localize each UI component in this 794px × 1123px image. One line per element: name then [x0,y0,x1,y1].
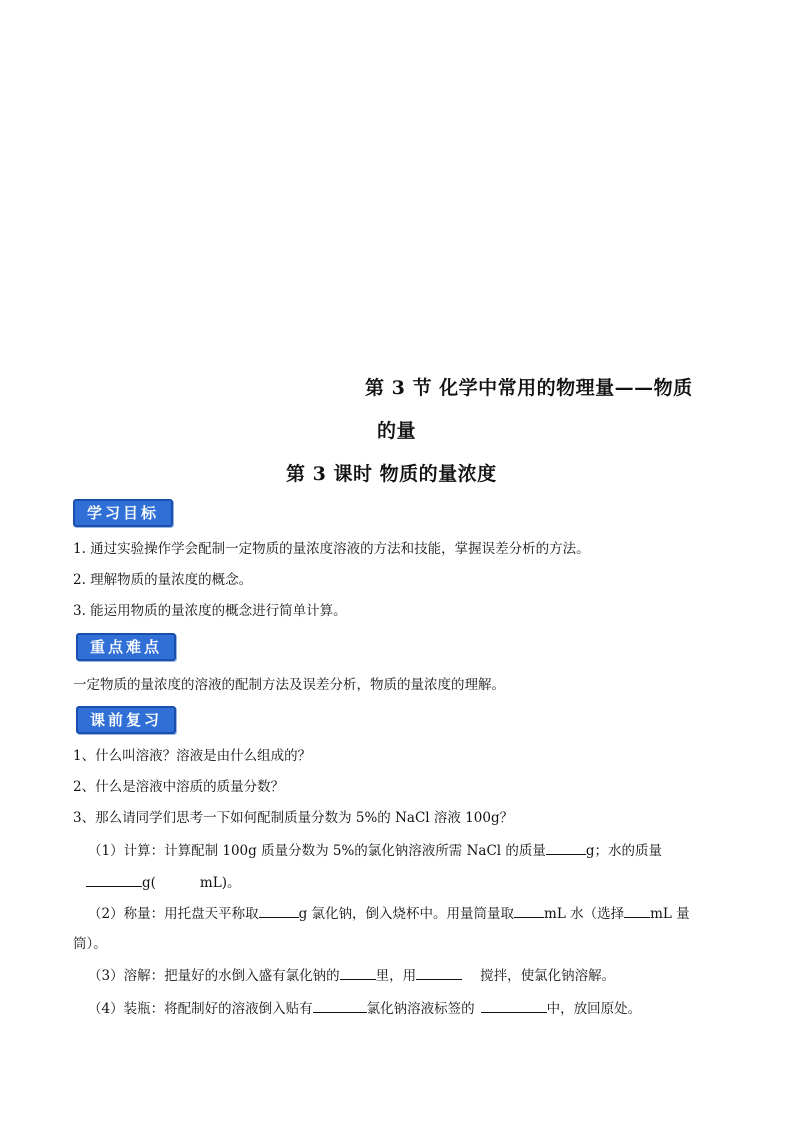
lesson-subtitle: 第 3 课时 物质的量浓度 [286,463,497,485]
review-step-2-line2: 筒）。 [73,936,107,952]
step2-text-c: mL 水（选择 [544,906,625,922]
lesson-title-line1: 第 3 节 化学中常用的物理量——物质 [365,377,693,399]
step4-text-a: （4）装瓶：将配制好的溶液倒入贴有 [88,1001,313,1017]
review-step-4 [88,999,641,1018]
step2-text-a: （2）称量：用托盘天平称取 [88,906,259,922]
step2-text-d: mL 量 [650,906,690,922]
review-step-3 [88,966,615,985]
step3-text-a: （3）溶解：把量好的水倒入盛有氯化钠的 [88,968,340,984]
blank-water-volume[interactable] [514,904,544,918]
keypoints-badge: 重点难点 [76,633,176,661]
review-question-3: 3、那么请同学们思考一下如何配制质量分数为 5%的 NaCl 溶液 100g？ [73,810,514,826]
step3-text-c: 搅拌，使氯化钠溶解。 [480,968,616,984]
step4-text-b: 氯化钠溶液标签的 [366,1001,475,1017]
objectives-badge: 学习目标 [73,499,173,527]
step1-text-a: （1）计算：计算配制 100g 质量分数为 5%的氯化钠溶液所需 NaCl 的质量 [88,843,546,859]
blank-label-content[interactable] [313,999,367,1013]
blank-cylinder-size[interactable] [624,904,650,918]
keypoints-text: 一定物质的量浓度的溶液的配制方法及误差分析，物质的量浓度的理解。 [73,677,505,693]
objective-item-3: 3. 能运用物质的量浓度的概念进行简单计算。 [73,603,347,619]
review-question-1: 1、什么叫溶液？溶液是由什么组成的？ [73,748,312,764]
blank-weigh-mass[interactable] [259,904,299,918]
review-step-1-line2 [86,873,240,892]
review-badge: 课前复习 [76,706,176,734]
step4-text-c: 中，放回原处。 [546,1001,642,1017]
blank-storage-vessel[interactable] [481,999,547,1013]
objective-item-1: 1. 通过实验操作学会配制一定物质的量浓度溶液的方法和技能，掌握误差分析的方法。 [73,541,590,557]
blank-stirring-tool[interactable] [416,966,462,980]
step1-text-d: mL)。 [199,875,241,891]
step1-text-b: g；水的质量 [585,843,663,859]
lesson-title-line2: 的量 [377,420,417,442]
step1-text-c: g( [142,875,156,891]
objective-item-2: 2. 理解物质的量浓度的概念。 [73,572,253,588]
step3-text-b: 里，用 [375,968,417,984]
review-question-2: 2、什么是溶液中溶质的质量分数？ [73,779,285,795]
step2-text-b: g 氯化钠，倒入烧杯中。用量筒量取 [298,906,515,922]
blank-water-mass[interactable] [86,873,142,887]
blank-nacl-mass[interactable] [546,841,586,855]
blank-container[interactable] [340,966,376,980]
review-step-1-line1 [88,841,662,860]
review-step-2-line1 [88,904,690,923]
